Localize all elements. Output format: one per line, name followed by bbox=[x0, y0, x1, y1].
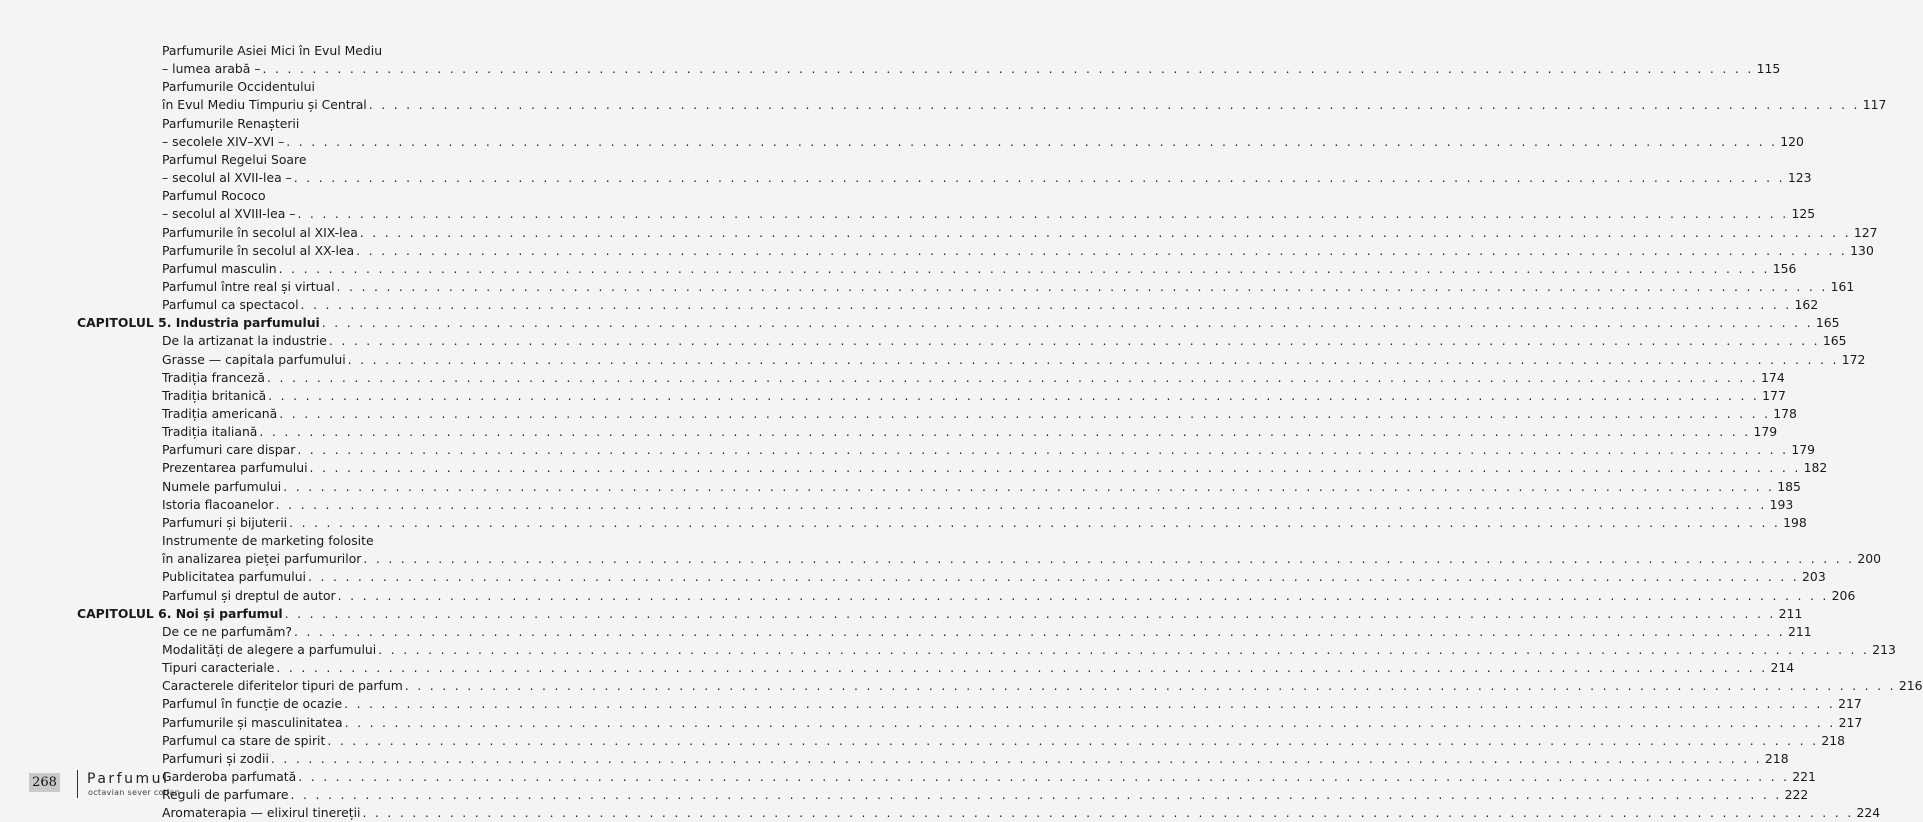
toc-entry-row bbox=[162, 750, 1789, 768]
leader-dots: . . . . . . . . . . . . . . . . . . . . . . . . . . . . . . . . . . . . . . . . . . . . . . . . . . . . . . . . . . . . . . . . . . . . . . . . . . . . . . . . . . . . . . . . . . . . . . . . . . . . . . . . . . . . . . . . . . . . . . . . bbox=[327, 732, 1819, 748]
entry-page-number: 200 bbox=[1857, 551, 1882, 567]
toc-entry-row bbox=[162, 224, 1878, 242]
toc-entry-row bbox=[162, 115, 449, 133]
entry-title: – secolul al XVII-lea – bbox=[162, 170, 292, 186]
entry-title: – secolul al XVIII-lea – bbox=[162, 206, 296, 222]
entry-page-number: 198 bbox=[1783, 514, 1807, 530]
chapter-title: CAPITOLUL 6. Noi și parfumul bbox=[77, 605, 283, 621]
entry-page-number: 179 bbox=[1791, 442, 1816, 458]
leader-dots: . . . . . . . . . . . . . . . . . . . . . . . . . . . . . . . . . . . . . . . . . . . . . . . . . . . . . . . . . . . . . . . . . . . . . . . . . . . . . . . . . . . . . . . . . . . . . . . . . . . . . . . . . . . . . . . . . . . . . . . . bbox=[359, 224, 1851, 240]
leader-dots: . . . . . . . . . . . . . . . . . . . . . . . . . . . . . . . . . . . . . . . . . . . . . . . . . . . . . . . . . . . . . . . . . . . . . . . . . . . . . . . . . . . . . . . . . . . . . . . . . . . . . . . . . . . . . . . . . . . . . . . . bbox=[276, 660, 1768, 676]
entry-title: Modalități de alegere a parfumului bbox=[162, 641, 377, 657]
toc-entry-row bbox=[162, 133, 1804, 151]
page-number: 268 bbox=[29, 773, 60, 792]
entry-title: – lumea arabă – bbox=[162, 61, 261, 77]
toc-entry-row bbox=[162, 768, 1816, 786]
leader-dots: . . . . . . . . . . . . . . . . . . . . . . . . . . . . . . . . . . . . . . . . . . . . . . . . . . . . . . . . . . . . . . . . . . . . . . . . . . . . . . . . . . . . . . . . . . . . . . . . . . . . . . . . . . . . . . . . . . . . . . . . bbox=[336, 278, 1828, 294]
toc-entry-row bbox=[162, 42, 449, 60]
entry-title: Parfumul ca spectacol bbox=[162, 297, 299, 313]
entry-page-number: 211 bbox=[1788, 623, 1812, 639]
leader-dots: . . . . . . . . . . . . . . . . . . . . . . . . . . . . . . . . . . . . . . . . . . . . . . . . . . . . . . . . . . . . . . . . . . . . . . . . . . . . . . . . . . . . . . . . . . . . . . . . . . . . . . . . . . . . . . . . . . . . . . . . bbox=[337, 587, 1829, 603]
toc-entry-row bbox=[162, 550, 1882, 568]
toc-entry-row bbox=[162, 369, 1785, 387]
entry-title: Tradiția americană bbox=[162, 406, 278, 421]
entry-title: Parfumul în funcție de ocazie bbox=[162, 696, 343, 712]
entry-title: Grasse — capitala parfumului bbox=[162, 351, 346, 367]
leader-dots: . . . . . . . . . . . . . . . . . . . . . . . . . . . . . . . . . . . . . . . . . . . . . . . . . . . . . . . . . . . . . . . . . . . . . . . . . . . . . . . . . . . . . . . . . . . . . . . . . . . . . . . . . . . . . . . . . . . . . . . . bbox=[289, 514, 1781, 530]
leader-dots: . . . . . . . . . . . . . . . . . . . . . . . . . . . . . . . . . . . . . . . . . . . . . . . . . . . . . . . . . . . . . . . . . . . . . . . . . . . . . . . . . . . . . . . . . . . . . . . . . . . . . . . . . . . . . . . . . . . . . . . . bbox=[268, 387, 1760, 403]
chapter-title: CAPITOLUL 5. Industria parfumului bbox=[77, 315, 320, 331]
toc-entry-row bbox=[162, 623, 1812, 641]
leader-dots: . . . . . . . . . . . . . . . . . . . . . . . . . . . . . . . . . . . . . . . . . . . . . . . . . . . . . . . . . . . . . . . . . . . . . . . . . . . . . . . . . . . . . . . . . . . . . . . . . . . . . . . . . . . . . . . . . . . . . . . . bbox=[368, 97, 1860, 113]
toc-entry-row bbox=[162, 587, 1856, 605]
entry-title: în Evul Mediu Timpuriu și Central bbox=[162, 97, 367, 113]
entry-page-number: 224 bbox=[1856, 805, 1881, 821]
toc-entry-row bbox=[162, 714, 1863, 732]
entry-page-number: 177 bbox=[1762, 387, 1786, 403]
leader-dots: . . . . . . . . . . . . . . . . . . . . . . . . . . . . . . . . . . . . . . . . . . . . . . . . . . . . . . . . . . . . . . . . . . . . . . . . . . . . . . . . . . . . . . . . . . . . . . . . . . . . . . . . . . . . . . . . . . . . . . . . bbox=[283, 478, 1775, 494]
entry-page-number: 161 bbox=[1830, 278, 1855, 294]
toc-entry-row bbox=[162, 260, 1797, 278]
toc-entry-row bbox=[162, 169, 1812, 187]
entry-title: Tradiția britanică bbox=[162, 387, 267, 403]
leader-dots: . . . . . . . . . . . . . . . . . . . . . . . . . . . . . . . . . . . . . . . . . . . . . . . . . . . . . . . . . . . . . . . . . . . . . . . . . . . . . . . . . . . . . . . . . . . . . . . . . . . . . . . . . . . . . . . . . . . . . . . . bbox=[363, 551, 1855, 567]
toc-entry-row bbox=[162, 459, 1828, 477]
entry-title: Parfumurile în secolul al XX-lea bbox=[162, 242, 355, 258]
entry-page-number: 123 bbox=[1787, 170, 1812, 186]
toc-entry-row bbox=[162, 659, 1795, 677]
leader-dots: . . . . . . . . . . . . . . . . . . . . . . . . . . . . . . . . . . . . . . . . . . . . . . . . . . . . . . . . . . . . . . . . . . . . . . . . . . . . . . . . . . . . . . . . . . . . . . . . . . . . . . . . . . . . . . . . . . . . . . . . bbox=[321, 315, 1813, 331]
entry-page-number: 217 bbox=[1838, 696, 1862, 712]
entry-title: – secolele XIV–XVI – bbox=[162, 133, 285, 149]
toc-entry-row bbox=[162, 478, 1801, 496]
toc-entry-row bbox=[162, 423, 1778, 441]
entry-page-number: 193 bbox=[1769, 496, 1794, 512]
entry-title: Aromaterapia — elixirul tinereții bbox=[162, 805, 361, 821]
leader-dots: . . . . . . . . . . . . . . . . . . . . . . . . . . . . . . . . . . . . . . . . . . . . . . . . . . . . . . . . . . . . . . . . . . . . . . . . . . . . . . . . . . . . . . . . . . . . . . . . . . . . . . . . . . . . . . . . . . . . . . . . bbox=[279, 406, 1771, 421]
entry-title: Caracterele diferitelor tipuri de parfum bbox=[162, 678, 403, 694]
toc-entry-row bbox=[162, 496, 1794, 514]
entry-title: Reguli de parfumare bbox=[162, 787, 289, 803]
entry-title: Parfumurile în secolul al XIX-lea bbox=[162, 224, 358, 240]
entry-page-number: 174 bbox=[1761, 369, 1785, 385]
toc-entry-row bbox=[162, 242, 1874, 260]
toc-entry-row bbox=[162, 677, 1923, 695]
entry-page-number: 216 bbox=[1898, 678, 1923, 694]
toc-entry-row bbox=[162, 387, 1786, 405]
entry-page-number: 222 bbox=[1784, 787, 1809, 803]
leader-dots: . . . . . . . . . . . . . . . . . . . . . . . . . . . . . . . . . . . . . . . . . . . . . . . . . . . . . . . . . . . . . . . . . . . . . . . . . . . . . . . . . . . . . . . . . . . . . . . . . . . . . . . . . . . . . . . . . . . . . . . . bbox=[293, 170, 1785, 186]
entry-title: Prezentarea parfumului bbox=[162, 460, 308, 476]
entry-page-number: 162 bbox=[1794, 297, 1819, 313]
author-name: octavian sever coifan bbox=[88, 788, 180, 797]
leader-dots: . . . . . . . . . . . . . . . . . . . . . . . . . . . . . . . . . . . . . . . . . . . . . . . . . . . . . . . . . . . . . . . . . . . . . . . . . . . . . . . . . . . . . . . . . . . . . . . . . . . . . . . . . . . . . . . . . . . . . . . . bbox=[284, 605, 1776, 621]
toc-entry-row bbox=[162, 278, 1855, 296]
leader-dots: . . . . . . . . . . . . . . . . . . . . . . . . . . . . . . . . . . . . . . . . . . . . . . . . . . . . . . . . . . . . . . . . . . . . . . . . . . . . . . . . . . . . . . . . . . . . . . . . . . . . . . . . . . . . . . . . . . . . . . . . bbox=[297, 206, 1789, 222]
toc-entry-row bbox=[162, 695, 1862, 713]
leader-dots: . . . . . . . . . . . . . . . . . . . . . . . . . . . . . . . . . . . . . . . . . . . . . . . . . . . . . . . . . . . . . . . . . . . . . . . . . . . . . . . . . . . . . . . . . . . . . . . . . . . . . . . . . . . . . . . . . . . . . . . . bbox=[308, 569, 1800, 585]
entry-title: Parfumul masculin bbox=[162, 260, 277, 276]
toc-entry-row bbox=[162, 732, 1846, 750]
entry-title: în analizarea pieței parfumurilor bbox=[162, 551, 362, 567]
entry-page-number: 125 bbox=[1791, 206, 1816, 222]
leader-dots: . . . . . . . . . . . . . . . . . . . . . . . . . . . . . . . . . . . . . . . . . . . . . . . . . . . . . . . . . . . . . . . . . . . . . . . . . . . . . . . . . . . . . . . . . . . . . . . . . . . . . . . . . . . . . . . . . . . . . . . . bbox=[328, 333, 1820, 349]
toc-entry-row bbox=[162, 205, 1816, 223]
toc-entry-row bbox=[162, 441, 1816, 459]
entry-page-number: 214 bbox=[1770, 660, 1795, 676]
toc-entry-row bbox=[162, 804, 1881, 822]
leader-dots: . . . . . . . . . . . . . . . . . . . . . . . . . . . . . . . . . . . . . . . . . . . . . . . . . . . . . . . . . . . . . . . . . . . . . . . . . . . . . . . . . . . . . . . . . . . . . . . . . . . . . . . . . . . . . . . . . . . . . . . . bbox=[309, 460, 1801, 476]
entry-page-number: 211 bbox=[1778, 605, 1803, 621]
entry-page-number: 172 bbox=[1841, 351, 1866, 367]
leader-dots: . . . . . . . . . . . . . . . . . . . . . . . . . . . . . . . . . . . . . . . . . . . . . . . . . . . . . . . . . . . . . . . . . . . . . . . . . . . . . . . . . . . . . . . . . . . . . . . . . . . . . . . . . . . . . . . . . . . . . . . . bbox=[290, 787, 1782, 803]
entry-title: Parfumurile Occidentului bbox=[162, 79, 315, 95]
entry-page-number: 218 bbox=[1764, 750, 1789, 766]
entry-title: Parfumul ca stare de spirit bbox=[162, 732, 326, 748]
entry-title: Parfumul între real și virtual bbox=[162, 278, 335, 294]
toc-chapter-row bbox=[77, 605, 1803, 623]
leader-dots: . . . . . . . . . . . . . . . . . . . . . . . . . . . . . . . . . . . . . . . . . . . . . . . . . . . . . . . . . . . . . . . . . . . . . . . . . . . . . . . . . . . . . . . . . . . . . . . . . . . . . . . . . . . . . . . . . . . . . . . . bbox=[267, 369, 1759, 385]
book-title: Parfumul bbox=[87, 771, 170, 787]
leader-dots: . . . . . . . . . . . . . . . . . . . . . . . . . . . . . . . . . . . . . . . . . . . . . . . . . . . . . . . . . . . . . . . . . . . . . . . . . . . . . . . . . . . . . . . . . . . . . . . . . . . . . . . . . . . . . . . . . . . . . . . . bbox=[275, 496, 1767, 512]
toc-entry-row bbox=[162, 78, 449, 96]
leader-dots: . . . . . . . . . . . . . . . . . . . . . . . . . . . . . . . . . . . . . . . . . . . . . . . . . . . . . . . . . . . . . . . . . . . . . . . . . . . . . . . . . . . . . . . . . . . . . . . . . . . . . . . . . . . . . . . . . . . . . . . . bbox=[362, 805, 1854, 821]
entry-title: Instrumente de marketing folosite bbox=[162, 533, 374, 549]
entry-title: Tipuri caracteriale bbox=[162, 660, 275, 676]
toc-entry-row bbox=[162, 187, 449, 205]
entry-title: Parfumurile Renașterii bbox=[162, 115, 300, 131]
leader-dots: . . . . . . . . . . . . . . . . . . . . . . . . . . . . . . . . . . . . . . . . . . . . . . . . . . . . . . . . . . . . . . . . . . . . . . . . . . . . . . . . . . . . . . . . . . . . . . . . . . . . . . . . . . . . . . . . . . . . . . . . bbox=[347, 351, 1839, 367]
entry-page-number: 130 bbox=[1850, 242, 1874, 258]
leader-dots: . . . . . . . . . . . . . . . . . . . . . . . . . . . . . . . . . . . . . . . . . . . . . . . . . . . . . . . . . . . . . . . . . . . . . . . . . . . . . . . . . . . . . . . . . . . . . . . . . . . . . . . . . . . . . . . . . . . . . . . . bbox=[356, 242, 1848, 258]
toc-entry-row bbox=[162, 532, 449, 550]
entry-title: Numele parfumului bbox=[162, 478, 282, 494]
footer-divider bbox=[77, 770, 78, 798]
toc-entry-row bbox=[162, 96, 1887, 114]
toc-entry-row bbox=[162, 786, 1809, 804]
leader-dots: . . . . . . . . . . . . . . . . . . . . . . . . . . . . . . . . . . . . . . . . . . . . . . . . . . . . . . . . . . . . . . . . . . . . . . . . . . . . . . . . . . . . . . . . . . . . . . . . . . . . . . . . . . . . . . . . . . . . . . . . bbox=[300, 297, 1792, 313]
entry-page-number: 120 bbox=[1780, 133, 1804, 149]
entry-page-number: 165 bbox=[1815, 315, 1840, 331]
entry-page-number: 115 bbox=[1756, 61, 1781, 77]
entry-page-number: 203 bbox=[1802, 569, 1826, 585]
entry-title: Parfumul și dreptul de autor bbox=[162, 587, 336, 603]
entry-title: Parfumurile și masculinitatea bbox=[162, 714, 343, 730]
entry-title: Parfumul Rococo bbox=[162, 188, 266, 204]
entry-page-number: 165 bbox=[1822, 333, 1847, 349]
leader-dots: . . . . . . . . . . . . . . . . . . . . . . . . . . . . . . . . . . . . . . . . . . . . . . . . . . . . . . . . . . . . . . . . . . . . . . . . . . . . . . . . . . . . . . . . . . . . . . . . . . . . . . . . . . . . . . . . . . . . . . . . bbox=[344, 696, 1836, 712]
toc-entry-row bbox=[162, 60, 1781, 78]
entry-page-number: 221 bbox=[1792, 769, 1816, 784]
entry-title: Tradiția franceză bbox=[162, 369, 266, 385]
entry-page-number: 185 bbox=[1777, 478, 1801, 494]
entry-page-number: 179 bbox=[1753, 424, 1778, 440]
entry-title: Publicitatea parfumului bbox=[162, 569, 307, 585]
leader-dots: . . . . . . . . . . . . . . . . . . . . . . . . . . . . . . . . . . . . . . . . . . . . . . . . . . . . . . . . . . . . . . . . . . . . . . . . . . . . . . . . . . . . . . . . . . . . . . . . . . . . . . . . . . . . . . . . . . . . . . . . bbox=[286, 133, 1778, 149]
entry-page-number: 117 bbox=[1862, 97, 1887, 113]
entry-title: Parfumul Regelui Soare bbox=[162, 151, 307, 167]
entry-page-number: 178 bbox=[1773, 406, 1797, 421]
entry-page-number: 218 bbox=[1821, 732, 1846, 748]
toc-entry-row bbox=[162, 332, 1847, 350]
leader-dots: . . . . . . . . . . . . . . . . . . . . . . . . . . . . . . . . . . . . . . . . . . . . . . . . . . . . . . . . . . . . . . . . . . . . . . . . . . . . . . . . . . . . . . . . . . . . . . . . . . . . . . . . . . . . . . . . . . . . . . . . bbox=[297, 442, 1789, 458]
toc-entry-row bbox=[162, 405, 1797, 423]
toc-entry-row bbox=[162, 641, 1896, 659]
entry-page-number: 127 bbox=[1853, 224, 1878, 240]
entry-title: Parfumuri și zodii bbox=[162, 750, 269, 766]
toc-chapter-row bbox=[77, 314, 1840, 332]
entry-page-number: 213 bbox=[1872, 641, 1896, 657]
entry-page-number: 156 bbox=[1772, 260, 1797, 276]
leader-dots: . . . . . . . . . . . . . . . . . . . . . . . . . . . . . . . . . . . . . . . . . . . . . . . . . . . . . . . . . . . . . . . . . . . . . . . . . . . . . . . . . . . . . . . . . . . . . . . . . . . . . . . . . . . . . . . . . . . . . . . . bbox=[259, 424, 1751, 440]
toc-entry-row bbox=[162, 514, 1807, 532]
entry-page-number: 217 bbox=[1838, 714, 1863, 730]
entry-title: De la artizanat la industrie bbox=[162, 333, 327, 349]
toc-entry-row bbox=[162, 568, 1826, 586]
leader-dots: . . . . . . . . . . . . . . . . . . . . . . . . . . . . . . . . . . . . . . . . . . . . . . . . . . . . . . . . . . . . . . . . . . . . . . . . . . . . . . . . . . . . . . . . . . . . . . . . . . . . . . . . . . . . . . . . . . . . . . . . bbox=[378, 641, 1870, 657]
entry-title: Parfumuri care dispar bbox=[162, 442, 296, 458]
entry-title: Parfumurile Asiei Mici în Evul Mediu bbox=[162, 43, 383, 58]
entry-page-number: 182 bbox=[1803, 460, 1828, 476]
entry-page-number: 206 bbox=[1831, 587, 1856, 603]
leader-dots: . . . . . . . . . . . . . . . . . . . . . . . . . . . . . . . . . . . . . . . . . . . . . . . . . . . . . . . . . . . . . . . . . . . . . . . . . . . . . . . . . . . . . . . . . . . . . . . . . . . . . . . . . . . . . . . . . . . . . . . . bbox=[298, 769, 1790, 784]
leader-dots: . . . . . . . . . . . . . . . . . . . . . . . . . . . . . . . . . . . . . . . . . . . . . . . . . . . . . . . . . . . . . . . . . . . . . . . . . . . . . . . . . . . . . . . . . . . . . . . . . . . . . . . . . . . . . . . . . . . . . . . . bbox=[270, 750, 1762, 766]
entry-title: Tradiția italiană bbox=[162, 424, 258, 440]
leader-dots: . . . . . . . . . . . . . . . . . . . . . . . . . . . . . . . . . . . . . . . . . . . . . . . . . . . . . . . . . . . . . . . . . . . . . . . . . . . . . . . . . . . . . . . . . . . . . . . . . . . . . . . . . . . . . . . . . . . . . . . . bbox=[262, 61, 1754, 77]
leader-dots: . . . . . . . . . . . . . . . . . . . . . . . . . . . . . . . . . . . . . . . . . . . . . . . . . . . . . . . . . . . . . . . . . . . . . . . . . . . . . . . . . . . . . . . . . . . . . . . . . . . . . . . . . . . . . . . . . . . . . . . . bbox=[344, 714, 1836, 730]
leader-dots: . . . . . . . . . . . . . . . . . . . . . . . . . . . . . . . . . . . . . . . . . . . . . . . . . . . . . . . . . . . . . . . . . . . . . . . . . . . . . . . . . . . . . . . . . . . . . . . . . . . . . . . . . . . . . . . . . . . . . . . . bbox=[293, 623, 1785, 639]
leader-dots: . . . . . . . . . . . . . . . . . . . . . . . . . . . . . . . . . . . . . . . . . . . . . . . . . . . . . . . . . . . . . . . . . . . . . . . . . . . . . . . . . . . . . . . . . . . . . . . . . . . . . . . . . . . . . . . . . . . . . . . . bbox=[404, 678, 1896, 694]
entry-title: De ce ne parfumăm? bbox=[162, 623, 292, 639]
entry-title: Garderoba parfumată bbox=[162, 769, 297, 784]
entry-title: Istoria flacoanelor bbox=[162, 496, 274, 512]
entry-title: Parfumuri și bijuterii bbox=[162, 514, 288, 530]
toc-entry-row bbox=[162, 151, 449, 169]
leader-dots: . . . . . . . . . . . . . . . . . . . . . . . . . . . . . . . . . . . . . . . . . . . . . . . . . . . . . . . . . . . . . . . . . . . . . . . . . . . . . . . . . . . . . . . . . . . . . . . . . . . . . . . . . . . . . . . . . . . . . . . . bbox=[278, 260, 1770, 276]
toc-entry-row bbox=[162, 351, 1866, 369]
toc-entry-row bbox=[162, 296, 1819, 314]
